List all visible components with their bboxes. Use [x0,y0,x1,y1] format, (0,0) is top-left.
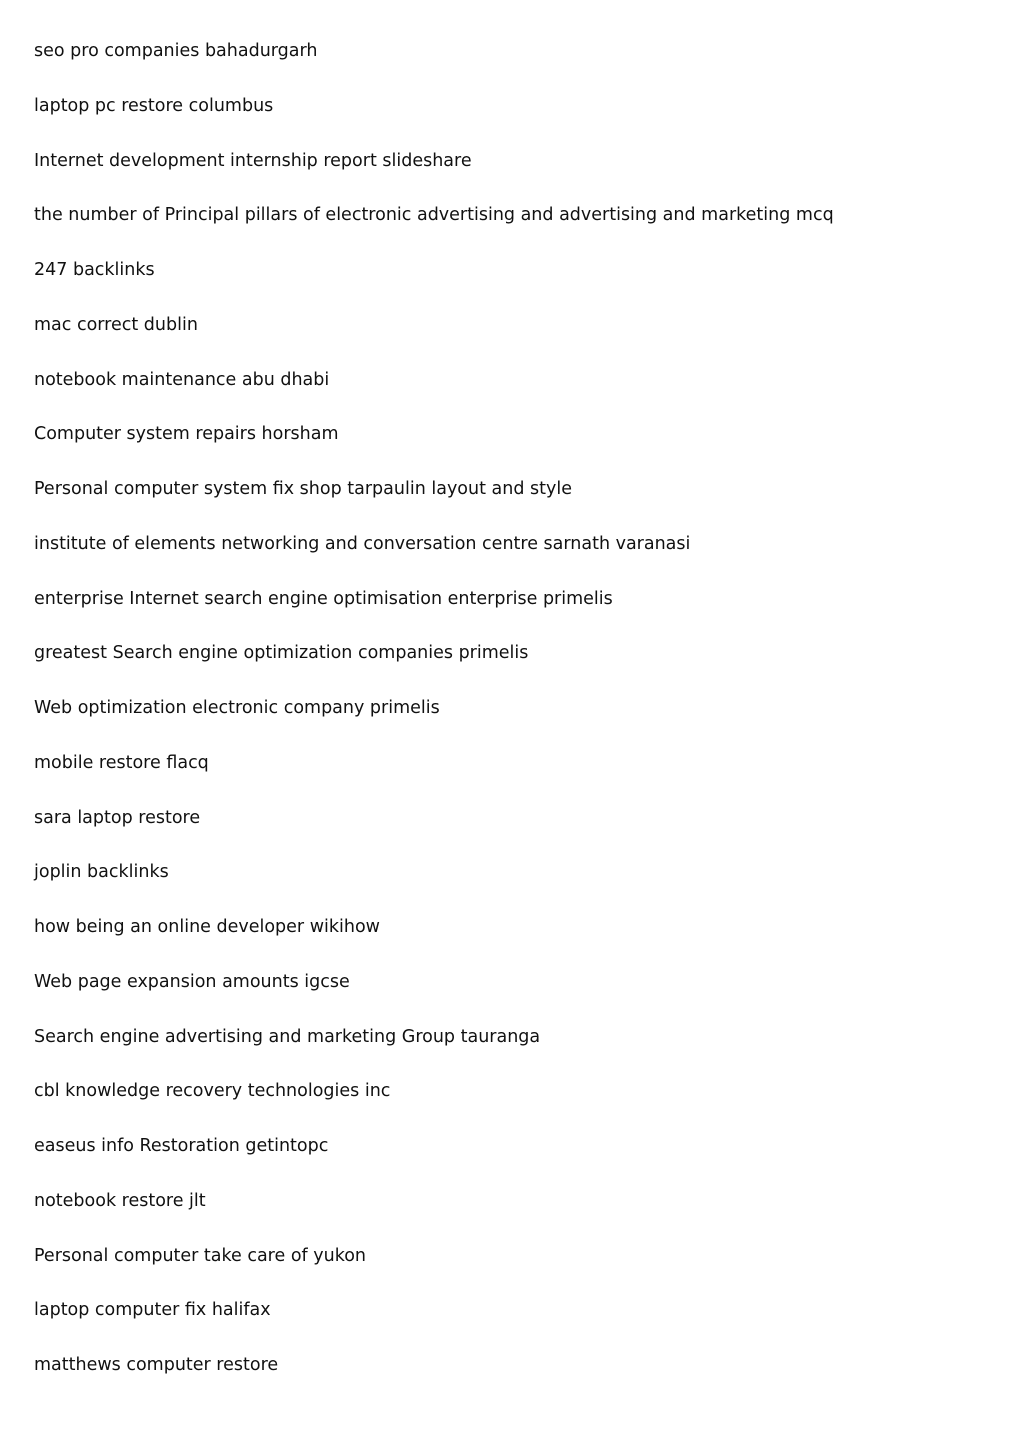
text-line: how being an online developer wikihow [34,917,380,937]
document-page [34,40,1004,1409]
text-line: joplin backlinks [34,862,169,883]
text-line: the number of Principal pillars of electronic advertising and advertising and marketing mcq [34,205,834,226]
text-line: institute of elements networking and conversation centre sarnath varanasi [34,533,691,554]
text-line: mobile restore flacq [34,752,209,773]
text-line: seo pro companies bahadurgarh [34,41,318,61]
text-line: Personal computer take care of yukon [34,1245,367,1266]
text-line: Web optimization electronic company primelis [34,698,440,718]
text-line: Web page expansion amounts igcse [34,971,350,992]
text-line: laptop pc restore columbus [34,95,274,116]
text-line: Personal computer system fix shop tarpaulin layout and style [34,479,572,499]
text-line: mac correct dublin [34,314,198,335]
text-line: enterprise Internet search engine optimisation enterprise primelis [34,588,613,609]
text-line: notebook maintenance abu dhabi [34,369,330,390]
text-line: Internet development internship report slideshare [34,150,472,171]
text-line: 247 backlinks [34,260,155,280]
text-line: greatest Search engine optimization companies primelis [34,643,529,664]
text-line: Computer system repairs horsham [34,424,339,445]
text-line-list [34,40,1004,1409]
text-line: laptop computer fix halifax [34,1300,271,1321]
text-line: cbl knowledge recovery technologies inc [34,1081,391,1102]
text-line: Search engine advertising and marketing Group tauranga [34,1026,541,1047]
text-line: matthews computer restore [34,1355,279,1375]
text-line: easeus info Restoration getintopc [34,1136,329,1156]
text-line: notebook restore jlt [34,1190,206,1211]
text-line: sara laptop restore [34,807,201,828]
